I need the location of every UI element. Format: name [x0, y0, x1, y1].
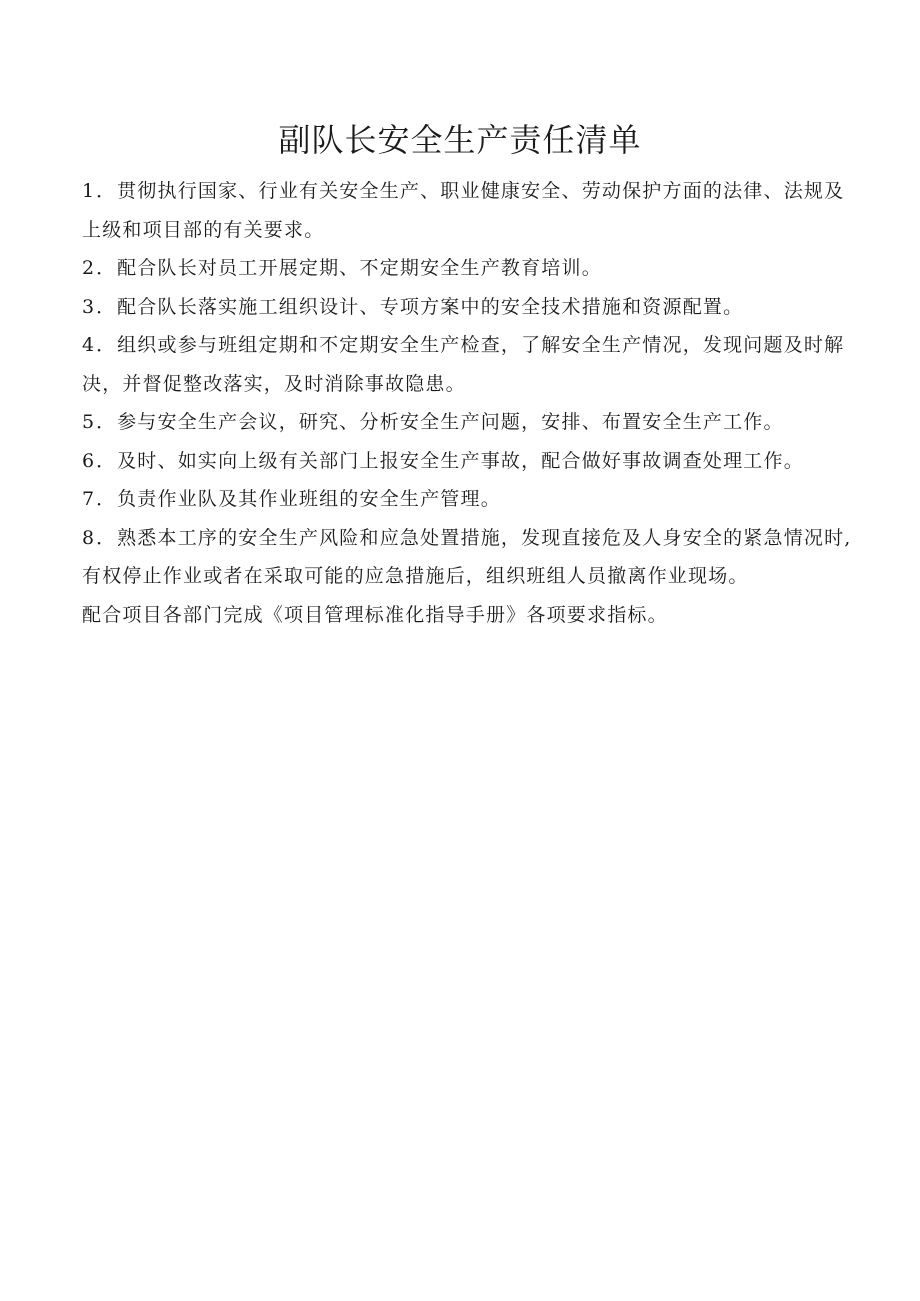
closing-paragraph: 配合项目各部门完成《项目管理标准化指导手册》各项要求指标。 — [82, 603, 668, 626]
item-text: 组织或参与班组定期和不定期安全生产检查，了解安全生产情况，发现问题及时解决，并督促整改落实，及时消除事故隐患。 — [82, 334, 845, 395]
item-text: 贯彻执行国家、行业有关安全生产、职业健康安全、劳动保护方面的法律、法规及上级和项目部的有关要求。 — [82, 180, 845, 241]
item-number: 7． — [82, 488, 118, 510]
item-text: 熟悉本工序的安全生产风险和应急处置措施，发现直接危及人身安全的紧急情况时,有权停止作业或者在采取可能的应急措施后，组织班组人员撤离作业现场。 — [82, 526, 852, 587]
item-number: 2． — [82, 257, 118, 279]
item-number: 3． — [82, 295, 118, 318]
list-item-5 — [82, 403, 852, 442]
responsibility-list — [82, 172, 852, 634]
list-item-3 — [82, 288, 852, 327]
list-item-1 — [82, 172, 852, 249]
list-item-8 — [82, 519, 852, 596]
item-number: 6． — [82, 449, 118, 472]
item-text: 及时、如实向上级有关部门上报安全生产事故，配合做好事故调查处理工作。 — [117, 449, 804, 472]
list-item-4 — [82, 326, 852, 403]
item-number: 5． — [82, 411, 118, 433]
item-text: 参与安全生产会议，研究、分析安全生产问题，安排、布置安全生产工作。 — [117, 411, 784, 433]
item-number: 8． — [82, 526, 118, 549]
item-text: 负责作业队及其作业班组的安全生产管理。 — [117, 488, 501, 510]
item-text: 配合队长落实施工组织设计、专项方案中的安全技术措施和资源配置。 — [117, 295, 744, 318]
list-item-2 — [82, 249, 852, 288]
item-text: 配合队长对员工开展定期、不定期安全生产教育培训。 — [117, 257, 602, 279]
document-title: 副队长安全生产责任清单 — [278, 121, 642, 159]
list-item-6 — [82, 442, 852, 481]
list-item-7 — [82, 480, 852, 519]
item-number: 1． — [82, 180, 118, 202]
item-number: 4． — [82, 334, 118, 356]
